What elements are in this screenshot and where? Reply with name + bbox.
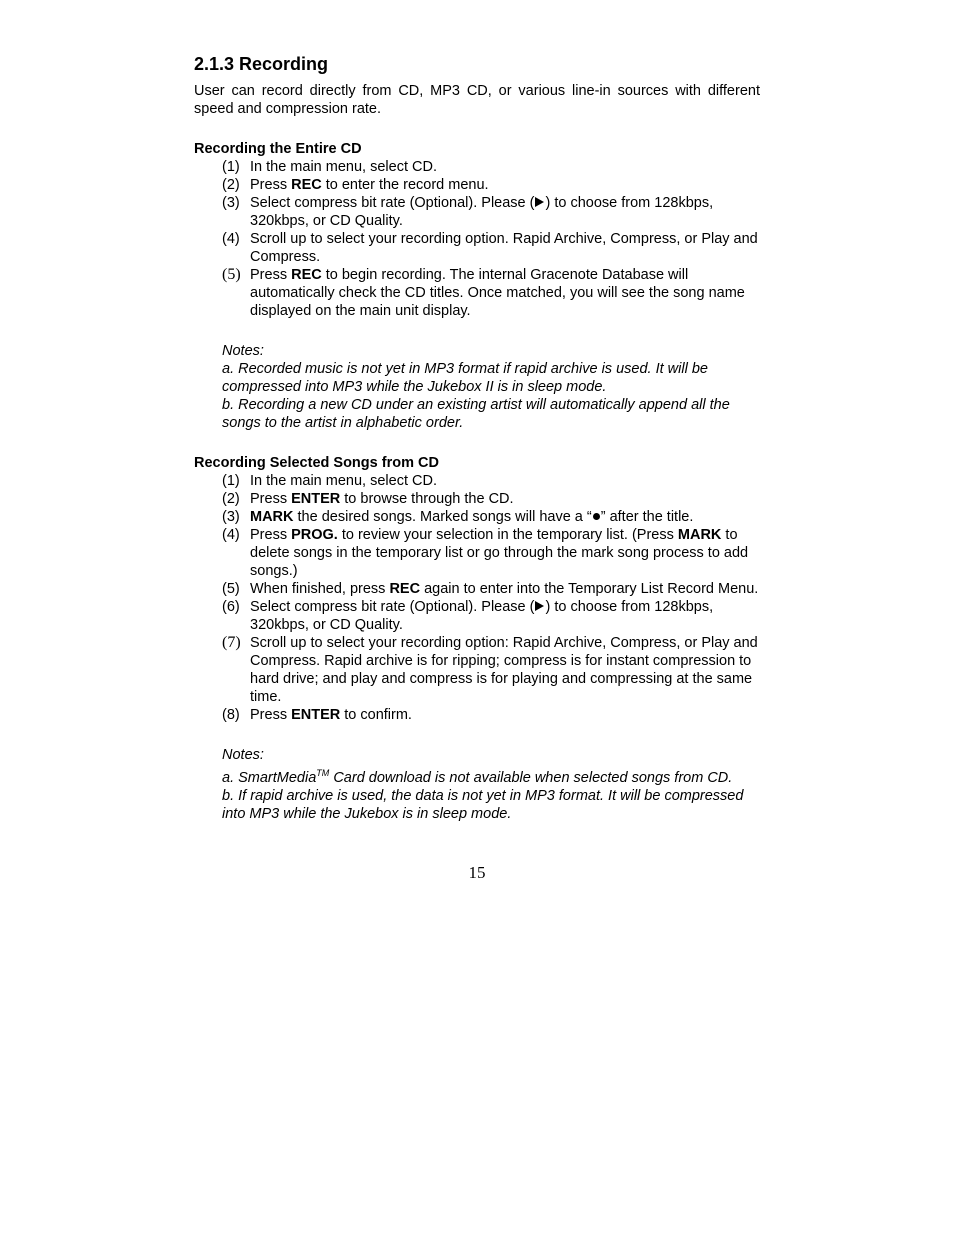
step-text: to delete songs in the temporary list or go through the mark song process to add songs.) xyxy=(250,527,749,579)
notes-entire-cd xyxy=(222,342,760,432)
selected-songs-steps xyxy=(194,472,760,724)
step-number: (5) xyxy=(222,581,240,597)
heading-entire-cd: Recording the Entire CD xyxy=(194,141,362,157)
step-text: Scroll up to select your recording option. Rapid Archive, Compress, or Play and Compress. xyxy=(250,231,758,265)
trademark-superscript: TM xyxy=(316,768,330,778)
notes-selected-songs xyxy=(222,746,760,823)
step-number: (4) xyxy=(222,231,240,247)
note-text: a. SmartMedia xyxy=(222,769,317,786)
list-item xyxy=(194,472,760,490)
list-item xyxy=(194,706,760,724)
key-name: PROG. xyxy=(291,527,338,543)
play-icon xyxy=(535,601,544,611)
step-text: the desired songs. Marked songs will have a “ xyxy=(293,509,592,525)
page-number: 15 xyxy=(468,863,486,882)
key-name: MARK xyxy=(250,509,294,525)
step-text: to browse through the CD. xyxy=(340,491,514,507)
step-text: again to enter into the Temporary List Record Menu. xyxy=(420,581,759,597)
step-text: to begin recording. The internal Gracenote Database will automatically check the CD titles. Once matched, you will see the song name displayed on the main unit display. xyxy=(250,267,745,319)
notes-label: Notes: xyxy=(222,343,264,359)
list-item xyxy=(194,490,760,508)
list-item xyxy=(194,158,760,176)
note-b: b. If rapid archive is used, the data is not yet in MP3 format. It will be compressed into MP3 while the Jukebox is in sleep mode. xyxy=(222,787,744,822)
list-item xyxy=(194,580,760,598)
key-name: ENTER xyxy=(291,491,341,507)
heading-selected-songs: Recording Selected Songs from CD xyxy=(194,455,439,471)
step-text: to enter the record menu. xyxy=(321,177,489,193)
key-name: ENTER xyxy=(291,707,341,723)
step-number: (6) xyxy=(222,599,240,615)
entire-cd-steps xyxy=(194,158,760,320)
step-text: ) to choose from 128kbps, 320kbps, or CD Quality. xyxy=(250,195,714,229)
list-item xyxy=(194,634,760,706)
list-item xyxy=(194,176,760,194)
step-text: In the main menu, select CD. xyxy=(250,159,437,175)
step-number: (3) xyxy=(222,195,240,211)
section-title: 2.1.3 Recording xyxy=(194,54,329,74)
step-text: to review your selection in the temporary list. (Press xyxy=(337,527,678,543)
step-number: (8) xyxy=(222,707,240,723)
step-text: Scroll up to select your recording option: Rapid Archive, Compress, or Play and Compress. Rapid archive is for ripping; compress is for instant compression to hard drive; and play and compress is for playing and compressing at the same time. xyxy=(250,635,758,705)
step-text: ” after the title. xyxy=(600,509,694,525)
step-number: (5) xyxy=(222,266,241,283)
step-text: Select compress bit rate (Optional). Please ( xyxy=(250,599,535,615)
list-item xyxy=(194,598,760,634)
step-text: Select compress bit rate (Optional). Please ( xyxy=(250,195,535,211)
notes-label: Notes: xyxy=(222,747,264,763)
note-a: a. Recorded music is not yet in MP3 format if rapid archive is used. It will be compressed into MP3 while the Jukebox II is in sleep mode. xyxy=(222,361,708,395)
step-text: Press xyxy=(250,527,292,543)
note-b: b. Recording a new CD under an existing artist will automatically append all the songs to the artist in alphabetic order. xyxy=(222,397,730,431)
list-item xyxy=(194,194,760,230)
key-name: REC xyxy=(291,267,322,283)
step-number: (1) xyxy=(222,159,240,175)
list-item xyxy=(194,526,760,580)
list-item xyxy=(194,230,760,266)
document-page xyxy=(194,52,760,823)
step-text: When finished, press xyxy=(250,581,390,597)
step-number: (4) xyxy=(222,527,240,543)
step-text: Press xyxy=(250,491,292,507)
list-item xyxy=(194,508,760,526)
step-number: (2) xyxy=(222,491,240,507)
step-text: Press xyxy=(250,707,292,723)
step-text: to confirm. xyxy=(340,707,412,723)
step-text: ) to choose from 128kbps, 320kbps, or CD Quality. xyxy=(250,599,714,633)
key-name: REC xyxy=(389,581,421,597)
key-name: MARK xyxy=(677,527,722,543)
key-name: REC xyxy=(291,177,322,193)
step-number: (7) xyxy=(222,634,241,651)
play-icon xyxy=(535,197,544,207)
intro-paragraph: User can record directly from CD, MP3 CD, or various line-in sources with different speed and compression rate. xyxy=(194,83,760,117)
list-item xyxy=(194,266,760,320)
step-number: (2) xyxy=(222,177,240,193)
step-number: (3) xyxy=(222,509,240,525)
step-text: In the main menu, select CD. xyxy=(250,473,437,489)
step-text: Press xyxy=(250,267,292,283)
step-number: (1) xyxy=(222,473,240,489)
step-text: Press xyxy=(250,177,292,193)
dot-icon xyxy=(593,513,600,520)
note-a xyxy=(222,764,760,787)
note-text: Card download is not available when selected songs from CD. xyxy=(329,769,733,786)
